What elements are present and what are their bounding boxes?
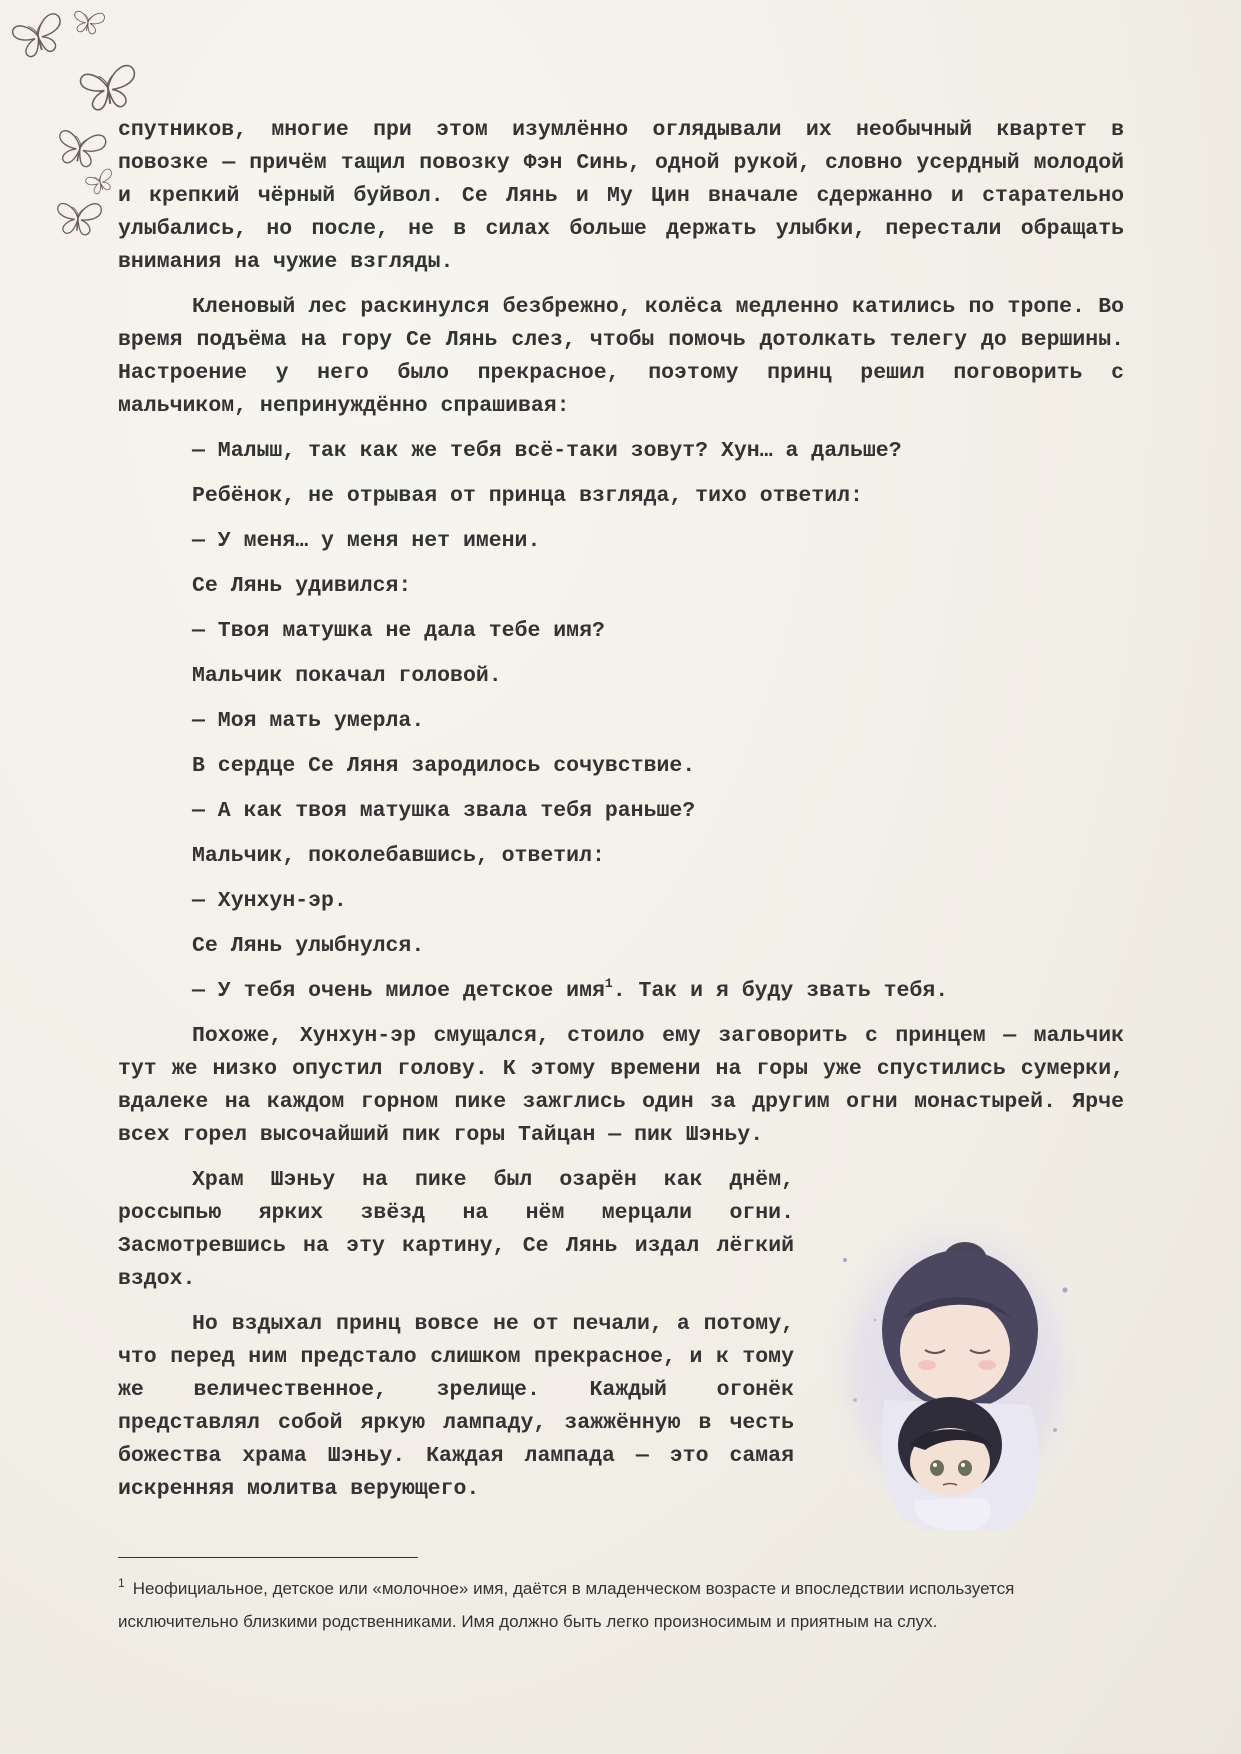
dialogue-line: Ребёнок, не отрывая от принца взгляда, тихо ответил: bbox=[192, 484, 863, 508]
butterfly-icon bbox=[11, 12, 68, 59]
butterfly-icon bbox=[79, 65, 139, 112]
dialogue-line: — У меня… у меня нет имени. bbox=[192, 529, 541, 553]
dialogue-line: — Моя мать умерла. bbox=[192, 709, 425, 733]
dialogue-line: Се Лянь улыбнулся. bbox=[192, 934, 425, 958]
footnote bbox=[118, 1572, 1124, 1638]
dialogue-line: — Твоя матушка не дала тебе имя? bbox=[192, 619, 605, 643]
paragraph: Похоже, Хунхун-эр смущался, стоило ему заговорить с принцем — мальчик тут же низко опустил голову. К этому времени на горы уже спустились сумерки, вдалеке на каждом горном пике зажглись один за другим огни монастырей. Ярче всех горел высочайший пик горы Тайцан — пик Шэньу. bbox=[118, 1024, 1124, 1147]
butterfly-icon bbox=[56, 200, 102, 236]
paragraph: Храм Шэньу на пике был озарён как днём, россыпью ярких звёзд на нём мерцали огни. Засмотревшись на эту картину, Се Лянь издал лёгкий вздох. bbox=[118, 1168, 794, 1291]
dialogue-text: . Так и я буду звать тебя. bbox=[612, 979, 949, 1003]
dialogue-line: Мальчик покачал головой. bbox=[192, 664, 502, 688]
dialogue-line: — Малыш, так как же тебя всё-таки зовут? Хун… а дальше? bbox=[192, 439, 902, 463]
dialogue-line: В сердце Се Ляня зародилось сочувствие. bbox=[192, 754, 696, 778]
dialogue-line: Мальчик, поколебавшись, ответил: bbox=[192, 844, 605, 868]
butterfly-icon bbox=[72, 9, 105, 36]
footnote-ref[interactable]: 1 bbox=[604, 976, 613, 991]
dialogue-line bbox=[192, 975, 1124, 1008]
dialogue-text: — У тебя очень милое детское имя bbox=[192, 979, 605, 1003]
footnote-number: 1 bbox=[118, 1576, 125, 1590]
dialogue-line: Се Лянь удивился: bbox=[192, 574, 412, 598]
dialogue-line: — Хунхун-эр. bbox=[192, 889, 347, 913]
footnote-text: Неофициальное, детское или «молочное» имя, даётся в младенческом возрасте и впоследствии используется исключительно близкими родственниками. Имя должно быть легко произносимым и приятным на слух. bbox=[118, 1579, 1015, 1631]
footnote-divider bbox=[118, 1557, 418, 1558]
butterfly-icon bbox=[84, 168, 116, 196]
paragraph: Кленовый лес раскинулся безбрежно, колёса медленно катились по тропе. Во время подъёма на гору Се Лянь слез, чтобы помочь дотолкать телегу до вершины. Настроение у него было прекрасное, поэтому принц решил поговорить с мальчиком, непринуждённо спрашивая: bbox=[118, 295, 1124, 418]
butterfly-icon bbox=[55, 127, 107, 170]
paragraph: Но вздыхал принц вовсе не от печали, а потому, что перед ним предстало слишком прекрасное, и к тому же величественное, зрелище. Каждый огонёк представлял собой яркую лампаду, зажжённую в честь божества храма Шэньу. Каждая лампада — это самая искренняя молитва верующего. bbox=[118, 1312, 794, 1501]
paragraph: спутников, многие при этом изумлённо оглядывали их необычный квартет в повозке — причём тащил повозку Фэн Синь, одной рукой, словно усердный молодой и крепкий чёрный буйвол. Се Лянь и Му Цин вначале сдержанно и старательно улыбались, но после, не в силах больше держать улыбки, перестали обращать внимания на чужие взгляды. bbox=[118, 118, 1124, 274]
dialogue-line: — А как твоя матушка звала тебя раньше? bbox=[192, 799, 696, 823]
chibi-characters-illustration bbox=[815, 1200, 1095, 1540]
